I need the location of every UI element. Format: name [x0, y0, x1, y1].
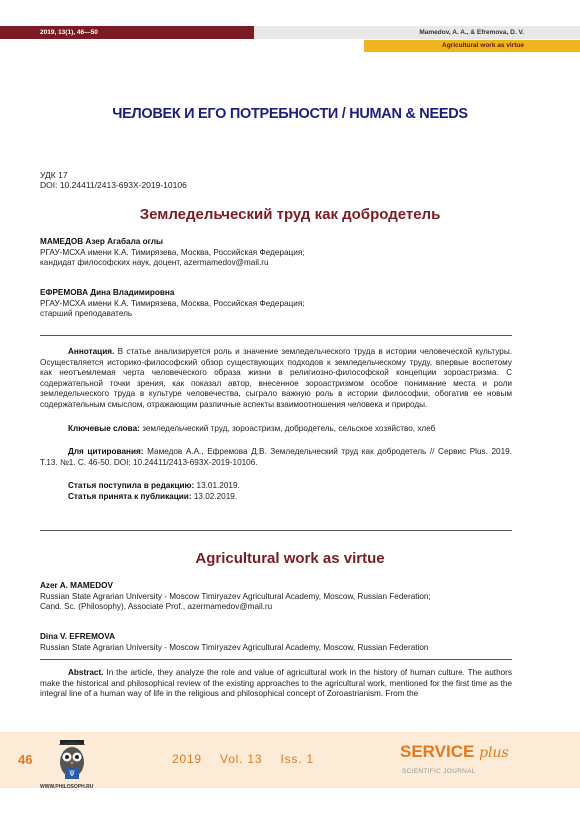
divider	[40, 659, 512, 660]
owl-logo-icon	[56, 738, 88, 782]
journal-brand	[400, 742, 509, 762]
author-position: старший преподаватель	[40, 309, 133, 318]
abstract-en	[40, 668, 512, 700]
abstract-en-paragraph	[40, 668, 512, 700]
author-position: Cand. Sc. (Philosophy), Associate Prof., azermamedov@mail.ru	[40, 602, 273, 611]
author-en-2	[40, 632, 428, 653]
accepted-label: Статья принята к публикации:	[68, 491, 192, 501]
abstract-text: In the article, they analyze the role and value of agricultural work in the history of human culture. The authors make the historical and philosophical review of the existing approaches to the agricultural work, mentioned for the first time as the integral line of a human way of life in the religious and philosophical concept of Zoroastrianism. From the	[40, 668, 512, 699]
running-header	[0, 26, 580, 39]
abstract-label: Аннотация.	[68, 347, 115, 356]
footer-volume: Vol. 13	[220, 752, 263, 766]
article-title-ru: Земледельческий труд как добродетель	[139, 206, 441, 223]
header-citation: 2019, 13(1), 46—50	[0, 26, 254, 39]
author-affiliation: РГАУ-МСХА имени К.А. Тимирязева, Москва, Российская Федерация;	[40, 298, 305, 308]
keywords-label: Ключевые слова:	[68, 423, 140, 433]
author-position: кандидат философских наук, доцент, azermamedov@mail.ru	[40, 258, 269, 267]
cite-label: Для цитирования:	[68, 447, 144, 457]
author-ru-2	[40, 288, 305, 320]
doi[interactable]: DOI: 10.24411/2413-693X-2019-10106	[40, 180, 187, 190]
divider	[40, 530, 512, 531]
author-en-1	[40, 581, 431, 613]
received-line	[40, 481, 512, 492]
header-running-title: Agricultural work as virtue	[364, 40, 580, 52]
author-name: Dina V. EFREMOVA	[40, 632, 116, 641]
header-authors: Mamedov, A. A., & Efremova, D. V.	[254, 26, 580, 39]
author-name: ЕФРЕМОВА Дина Владимировна	[40, 288, 175, 297]
author-affiliation: РГАУ-МСХА имени К.А. Тимирязева, Москва, Российская Федерация;	[40, 247, 305, 257]
author-name: Azer A. MAMEDOV	[40, 581, 113, 590]
author-affiliation: Russian State Agrarian University - Moscow Timiryazev Agricultural Academy, Moscow, Russian Federation;	[40, 591, 431, 601]
section-title: ЧЕЛОВЕК И ЕГО ПОТРЕБНОСТИ / HUMAN & NEEDS	[112, 106, 468, 122]
footer-issue-info	[172, 752, 328, 766]
journal-url[interactable]: WWW.PHILOSOPH.RU	[40, 784, 94, 790]
footer-year: 2019	[172, 752, 202, 766]
keywords-ru	[40, 424, 512, 435]
author-affiliation: Russian State Agrarian University - Moscow Timiryazev Agricultural Academy, Moscow, Russian Federation	[40, 642, 429, 652]
citation-ru	[40, 447, 512, 468]
cite-text: Мамедов А.А., Ефремова Д.В. Земледельческий труд как добродетель // Сервис Plus. 2019. Т.13. №1. С. 46-50. DOI: 10.24411/2413-693X-2019-10106.	[40, 447, 512, 467]
abstract-text: В статье анализируется роль и значение земледельческого труда в истории человеческой культуры. Осуществляется историко-философский обзор существующих подходов к земледельческому труду, впервые воспетому как неотъемлемая черта человеческого образа жизни в религиозно-философской концепции зороастризма. С содержательной точки зрения, как показал автор, внесенное зороастризмом особое понимание места и роли земледельческого труда в культуре человечества, сыграло важную роль в истории философии, обогатив ее новым содержательным смыслом, отражающим различные аспекты взаимоотношения человека и природы.	[40, 347, 512, 409]
divider	[40, 335, 512, 336]
keywords-text: земледельческий труд, зороастризм, добродетель, сельское хозяйство, хлеб	[142, 423, 436, 433]
author-ru-1	[40, 237, 305, 269]
brand-italic: plus	[479, 745, 509, 761]
author-name: МАМЕДОВ Азер Агабала оглы	[40, 237, 164, 246]
accepted-date: 13.02.2019.	[193, 491, 238, 501]
accepted-line	[40, 492, 512, 503]
received-date: 13.01.2019.	[196, 481, 240, 491]
udc-block	[40, 170, 187, 190]
abstract-ru	[40, 347, 512, 503]
svg-text:Ψ: Ψ	[68, 770, 76, 778]
udc-code: УДК 17	[40, 170, 68, 180]
received-label: Статья поступила в редакцию:	[68, 481, 195, 491]
article-title-en: Agricultural work as virtue	[195, 550, 385, 567]
brand-main: SERVICE	[400, 742, 475, 761]
footer-issue: Iss. 1	[280, 752, 314, 766]
page-number: 46	[18, 752, 33, 767]
abstract-label: Abstract.	[68, 668, 104, 677]
abstract-ru-paragraph	[40, 347, 512, 411]
brand-subtitle: SCIENTIFIC JOURNAL	[402, 768, 476, 775]
